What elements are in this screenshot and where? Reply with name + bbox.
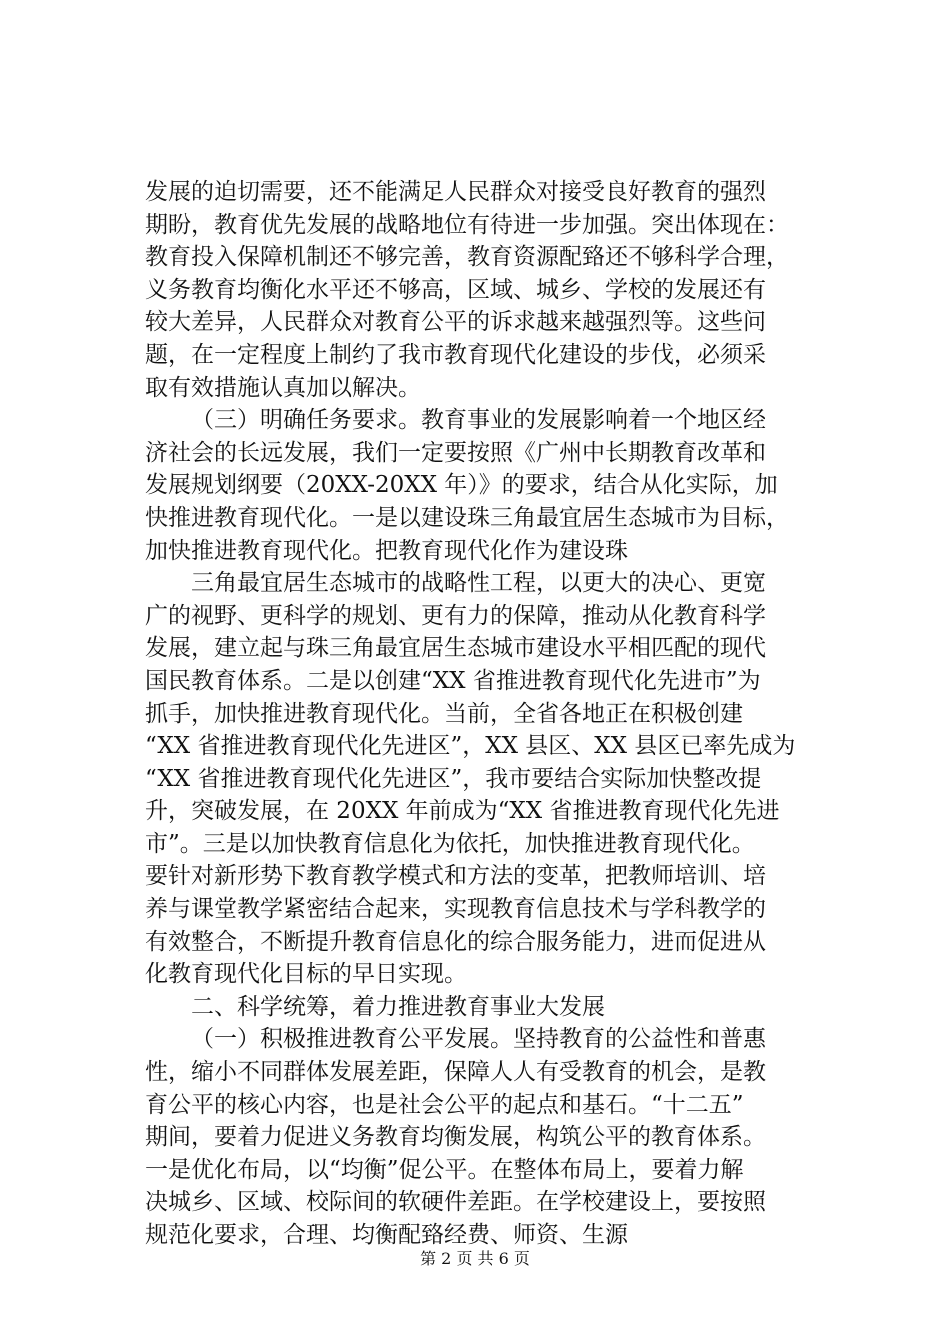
text-line: 发展规划纲要（20XX-20XX 年）》的要求，结合从化实际，加 [145, 472, 778, 499]
text-line: 一是优化布局，以“均衡”促公平。在整体布局上，要着力解 [145, 1156, 744, 1183]
text-line: 教育投入保障机制还不够完善，教育资源配臵还不够科学合理， [145, 244, 789, 271]
text-line: 化教育现代化目标的早日实现。 [145, 961, 467, 988]
text-line: 市”。三是以加快教育信息化为依托，加快推进教育现代化。 [145, 830, 755, 857]
text-line: 济社会的长远发展，我们一定要按照《广州中长期教育改革和 [145, 439, 766, 466]
text-line: 规范化要求，合理、均衡配臵经费、师资、生源 [145, 1222, 628, 1248]
text-line: （三）明确任务要求。教育事业的发展影响着一个地区经 [191, 407, 766, 434]
text-line: 较大差异，人民群众对教育公平的诉求越来越强烈等。这些问 [145, 309, 766, 336]
text-line: 三角最宜居生态城市的战略性工程，以更大的决心、更宽 [191, 570, 766, 597]
text-line: “XX 省推进教育现代化先进区”，XX 县区、XX 县区已率先成为 [145, 733, 796, 760]
text-line: 广的视野、更科学的规划、更有力的保障，推动从化教育科学 [145, 602, 766, 629]
text-line: 有效整合，不断提升教育信息化的综合服务能力，进而促进从 [145, 928, 766, 955]
text-line: 二、科学统筹，着力推进教育事业大发展 [191, 993, 605, 1020]
document-body [145, 176, 835, 1252]
text-line: 养与课堂教学紧密结合起来，实现教育信息技术与学科教学的 [145, 896, 766, 923]
text-line: 决城乡、区域、校际间的软硬件差距。在学校建设上，要按照 [145, 1189, 766, 1216]
text-line: 期间，要着力促进义务教育均衡发展，构筑公平的教育体系。 [145, 1124, 766, 1151]
text-line: 发展，建立起与珠三角最宜居生态城市建设水平相匹配的现代 [145, 635, 766, 662]
text-line: “XX 省推进教育现代化先进区”，我市要结合实际加快整改提 [145, 765, 762, 792]
text-line: （一）积极推进教育公平发展。坚持教育的公益性和普惠 [191, 1026, 766, 1053]
page-footer: 第 2 页 共 6 页 [420, 1249, 530, 1268]
text-line: 升，突破发展，在 20XX 年前成为“XX 省推进教育现代化先进 [145, 798, 780, 825]
text-line: 题，在一定程度上制约了我市教育现代化建设的步伐，必须采 [145, 341, 766, 368]
text-line: 加快推进教育现代化。把教育现代化作为建设珠 [145, 537, 628, 564]
text-line: 发展的迫切需要，还不能满足人民群众对接受良好教育的强烈 [145, 179, 766, 205]
text-line: 性，缩小不同群体发展差距，保障人人有受教育的机会，是教 [145, 1059, 766, 1086]
text-line: 义务教育均衡化水平还不够高，区域、城乡、学校的发展还有 [145, 276, 766, 303]
text-line: 育公平的核心内容，也是社会公平的起点和基石。“十二五” [145, 1091, 744, 1118]
text-line: 快推进教育现代化。一是以建设珠三角最宜居生态城市为目标， [145, 504, 789, 531]
text-line: 要针对新形势下教育教学模式和方法的变革，把教师培训、培 [145, 863, 766, 890]
text-line: 期盼，教育优先发展的战略地位有待进一步加强。突出体现在： [145, 211, 789, 238]
text-line: 国民教育体系。二是以创建“XX 省推进教育现代化先进市”为 [145, 667, 761, 694]
text-line: 抓手，加快推进教育现代化。当前，全省各地正在积极创建 [145, 700, 743, 727]
text-line: 取有效措施认真加以解决。 [145, 374, 421, 401]
